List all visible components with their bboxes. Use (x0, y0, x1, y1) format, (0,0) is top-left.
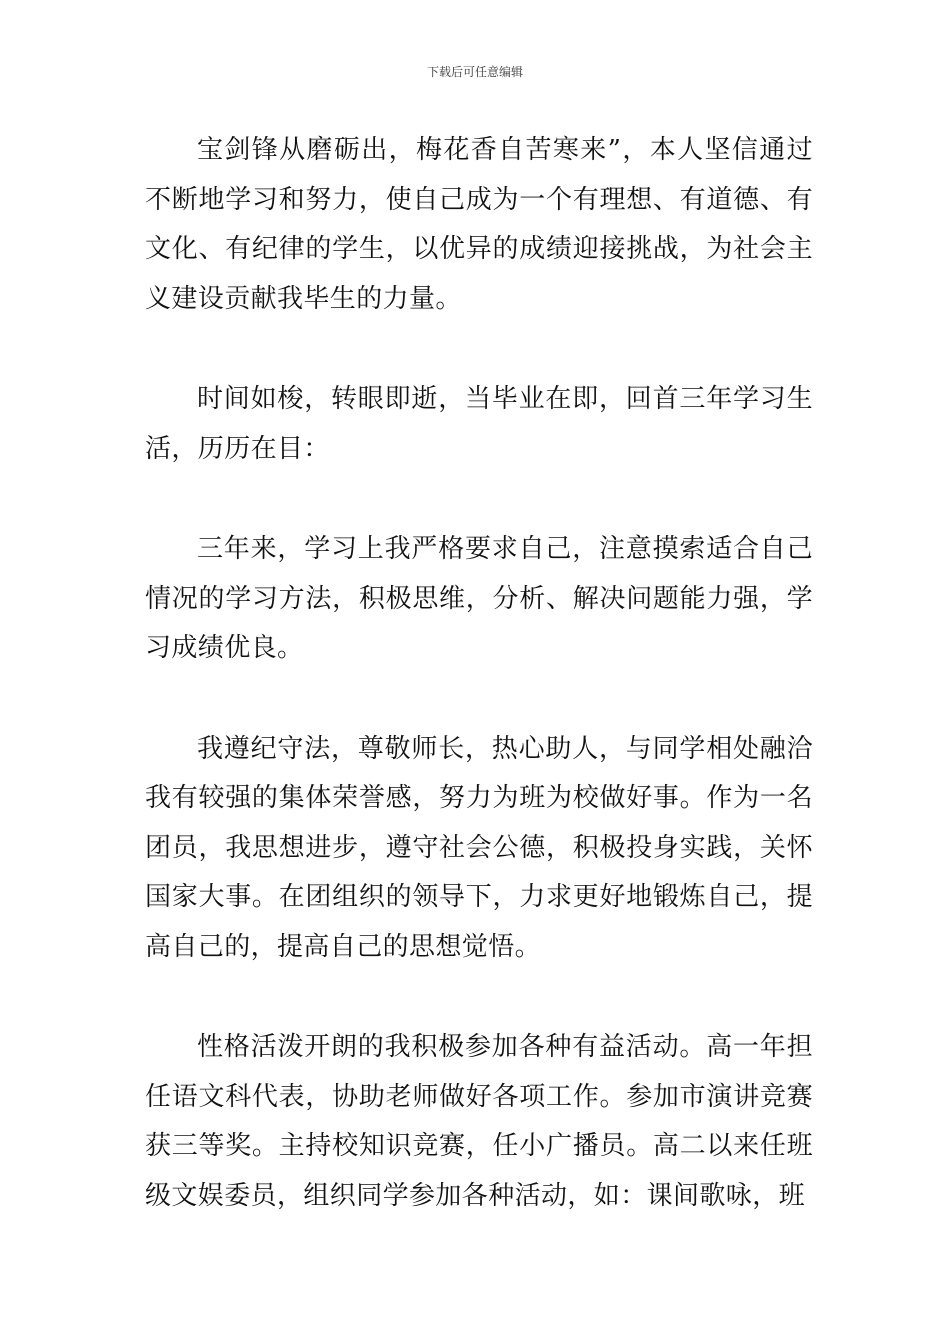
paragraph-4: 我遵纪守法，尊敬师长，热心助人，与同学相处融洽我有较强的集体荣誉感，努力为班为校做好事。作为一名团员，我思想进步，遵守社会公德，积极投身实践，关怀国家大事。在团组织的领导下，力求更好地锻炼自己，提高自己的，提高自己的思想觉悟。 (145, 733, 813, 962)
paragraph-5: 性格活泼开朗的我积极参加各种有益活动。高一年担任语文科代表，协助老师做好各项工作。参加市演讲竞赛获三等奖。主持校知识竞赛，任小广播员。高二以来任班级文娱委员，组织同学参加各种活动，如：课间歌咏，班 (145, 1032, 813, 1211)
paragraph-2: 时间如梭，转眼即逝，当毕业在即，回首三年学习生活，历历在目： (145, 384, 813, 464)
page-header: 下载后可任意编辑 (426, 65, 523, 79)
paragraph-3: 三年来，学习上我严格要求自己，注意摸索适合自己情况的学习方法，积极思维，分析、解决问题能力强，学习成绩优良。 (145, 534, 813, 663)
paragraph-1: 宝剑锋从磨砺出，梅花香自苦寒来”，本人坚信通过不断地学习和努力，使自己成为一个有理想、有道德、有文化、有纪律的学生，以优异的成绩迎接挑战，为社会主义建设贡献我毕生的力量。 (145, 135, 813, 314)
document-body (145, 126, 813, 1221)
